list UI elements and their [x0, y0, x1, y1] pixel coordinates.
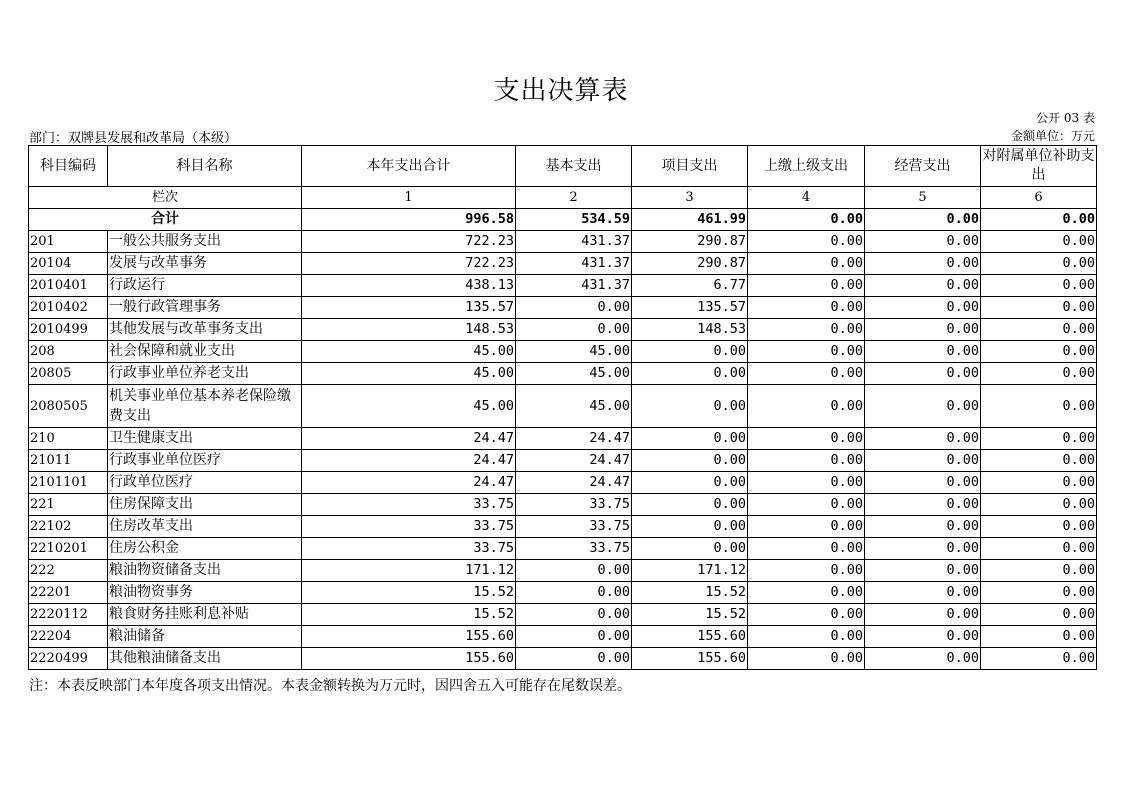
table-row: [29, 275, 1097, 297]
cell-total: 15.52: [302, 582, 516, 604]
cell-total: 135.57: [302, 297, 516, 319]
cell-total: 155.60: [302, 626, 516, 648]
cell-subsidy: 0.00: [981, 582, 1097, 604]
form-number: 公开 03 表: [1036, 111, 1095, 125]
department-label: 部门：双牌县发展和改革局（本级）: [29, 131, 238, 146]
cell-name: 卫生健康支出: [108, 428, 302, 450]
unit-label: 金额单位：万元: [1010, 129, 1095, 143]
cell-project: 0.00: [632, 538, 748, 560]
cell-name: 行政单位医疗: [108, 472, 302, 494]
cell-basic: 431.37: [516, 253, 632, 275]
cell-code: 2220499: [29, 648, 108, 670]
cell-business: 0.00: [865, 319, 981, 341]
cell-subsidy: 0.00: [981, 297, 1097, 319]
cell-superior: 0.00: [748, 604, 865, 626]
total-basic: 534.59: [516, 209, 632, 231]
cell-project: 290.87: [632, 231, 748, 253]
cell-total: 722.23: [302, 253, 516, 275]
cell-superior: 0.00: [748, 582, 865, 604]
cell-code: 210: [29, 428, 108, 450]
cell-project: 0.00: [632, 341, 748, 363]
cell-code: 20104: [29, 253, 108, 275]
table-row: [29, 253, 1097, 275]
cell-business: 0.00: [865, 538, 981, 560]
cell-total: 33.75: [302, 538, 516, 560]
cell-code: 22201: [29, 582, 108, 604]
cell-superior: 0.00: [748, 275, 865, 297]
total-superior: 0.00: [748, 209, 865, 231]
cell-project: 15.52: [632, 604, 748, 626]
table-row: [29, 319, 1097, 341]
cell-subsidy: 0.00: [981, 516, 1097, 538]
cell-subsidy: 0.00: [981, 560, 1097, 582]
cell-total: 155.60: [302, 648, 516, 670]
cell-superior: 0.00: [748, 516, 865, 538]
page-title: 支出决算表: [493, 76, 629, 106]
cell-subsidy: 0.00: [981, 538, 1097, 560]
cell-business: 0.00: [865, 450, 981, 472]
cell-code: 20805: [29, 363, 108, 385]
index-row: [29, 187, 1097, 209]
cell-name: 其他发展与改革事务支出: [108, 319, 302, 341]
table-row: [29, 538, 1097, 560]
cell-code: 222: [29, 560, 108, 582]
cell-superior: 0.00: [748, 494, 865, 516]
table-row: [29, 363, 1097, 385]
cell-superior: 0.00: [748, 385, 865, 428]
cell-name: 行政运行: [108, 275, 302, 297]
cell-code: 21011: [29, 450, 108, 472]
cell-project: 0.00: [632, 494, 748, 516]
cell-project: 290.87: [632, 253, 748, 275]
cell-business: 0.00: [865, 648, 981, 670]
table-row: [29, 626, 1097, 648]
table-row: [29, 648, 1097, 670]
cell-basic: 33.75: [516, 494, 632, 516]
cell-code: 22204: [29, 626, 108, 648]
table-row: [29, 604, 1097, 626]
cell-total: 171.12: [302, 560, 516, 582]
expenditure-table: [28, 145, 1097, 670]
cell-subsidy: 0.00: [981, 253, 1097, 275]
table-row: [29, 472, 1097, 494]
total-subsidy: 0.00: [981, 209, 1097, 231]
cell-project: 155.60: [632, 648, 748, 670]
cell-business: 0.00: [865, 253, 981, 275]
cell-basic: 33.75: [516, 516, 632, 538]
index-5: 5: [865, 187, 981, 209]
cell-business: 0.00: [865, 428, 981, 450]
cell-subsidy: 0.00: [981, 231, 1097, 253]
table-row: [29, 516, 1097, 538]
cell-superior: 0.00: [748, 648, 865, 670]
cell-code: 2010401: [29, 275, 108, 297]
cell-superior: 0.00: [748, 231, 865, 253]
header-name: 科目名称: [108, 146, 302, 187]
cell-total: 33.75: [302, 516, 516, 538]
index-1: 1: [302, 187, 516, 209]
cell-code: 22102: [29, 516, 108, 538]
cell-name: 发展与改革事务: [108, 253, 302, 275]
index-4: 4: [748, 187, 865, 209]
cell-total: 438.13: [302, 275, 516, 297]
cell-name: 粮油物资储备支出: [108, 560, 302, 582]
cell-subsidy: 0.00: [981, 428, 1097, 450]
cell-name: 一般公共服务支出: [108, 231, 302, 253]
index-2: 2: [516, 187, 632, 209]
cell-total: 45.00: [302, 341, 516, 363]
cell-subsidy: 0.00: [981, 341, 1097, 363]
cell-subsidy: 0.00: [981, 626, 1097, 648]
cell-code: 221: [29, 494, 108, 516]
cell-name: 行政事业单位养老支出: [108, 363, 302, 385]
cell-code: 2101101: [29, 472, 108, 494]
cell-basic: 24.47: [516, 472, 632, 494]
cell-code: 208: [29, 341, 108, 363]
cell-name: 粮油储备: [108, 626, 302, 648]
cell-basic: 0.00: [516, 297, 632, 319]
cell-basic: 431.37: [516, 275, 632, 297]
cell-code: 2210201: [29, 538, 108, 560]
cell-name: 机关事业单位基本养老保险缴费支出: [108, 385, 302, 428]
cell-subsidy: 0.00: [981, 450, 1097, 472]
total-project: 461.99: [632, 209, 748, 231]
header-basic: 基本支出: [516, 146, 632, 187]
cell-basic: 45.00: [516, 341, 632, 363]
cell-code: 2080505: [29, 385, 108, 428]
cell-project: 0.00: [632, 472, 748, 494]
cell-project: 0.00: [632, 450, 748, 472]
cell-business: 0.00: [865, 560, 981, 582]
table-row: [29, 428, 1097, 450]
cell-basic: 33.75: [516, 538, 632, 560]
cell-name: 住房公积金: [108, 538, 302, 560]
cell-project: 148.53: [632, 319, 748, 341]
header-row: [29, 146, 1097, 187]
cell-name: 粮油物资事务: [108, 582, 302, 604]
total-amount: 996.58: [302, 209, 516, 231]
cell-superior: 0.00: [748, 341, 865, 363]
cell-total: 45.00: [302, 385, 516, 428]
cell-subsidy: 0.00: [981, 472, 1097, 494]
total-row: [29, 209, 1097, 231]
table-row: [29, 385, 1097, 428]
cell-name: 粮食财务挂账利息补贴: [108, 604, 302, 626]
cell-business: 0.00: [865, 275, 981, 297]
table-row: [29, 450, 1097, 472]
cell-name: 住房改革支出: [108, 516, 302, 538]
table-row: [29, 341, 1097, 363]
cell-total: 722.23: [302, 231, 516, 253]
cell-superior: 0.00: [748, 560, 865, 582]
cell-business: 0.00: [865, 582, 981, 604]
cell-basic: 24.47: [516, 428, 632, 450]
cell-superior: 0.00: [748, 538, 865, 560]
cell-basic: 0.00: [516, 582, 632, 604]
table-row: [29, 231, 1097, 253]
cell-total: 24.47: [302, 428, 516, 450]
cell-business: 0.00: [865, 363, 981, 385]
cell-basic: 0.00: [516, 648, 632, 670]
cell-basic: 45.00: [516, 385, 632, 428]
cell-basic: 0.00: [516, 319, 632, 341]
cell-project: 135.57: [632, 297, 748, 319]
cell-name: 住房保障支出: [108, 494, 302, 516]
table-row: [29, 582, 1097, 604]
table-row: [29, 494, 1097, 516]
cell-subsidy: 0.00: [981, 648, 1097, 670]
table-row: [29, 297, 1097, 319]
cell-basic: 45.00: [516, 363, 632, 385]
cell-code: 201: [29, 231, 108, 253]
header-total: 本年支出合计: [302, 146, 516, 187]
cell-project: 0.00: [632, 363, 748, 385]
cell-superior: 0.00: [748, 428, 865, 450]
header-code: 科目编码: [29, 146, 108, 187]
cell-business: 0.00: [865, 231, 981, 253]
header-project: 项目支出: [632, 146, 748, 187]
cell-name: 其他粮油储备支出: [108, 648, 302, 670]
footnote: 注：本表反映部门本年度各项支出情况。本表金额转换为万元时，因四舍五入可能存在尾数误差。: [29, 678, 631, 694]
cell-subsidy: 0.00: [981, 494, 1097, 516]
cell-name: 行政事业单位医疗: [108, 450, 302, 472]
cell-name: 社会保障和就业支出: [108, 341, 302, 363]
cell-total: 33.75: [302, 494, 516, 516]
cell-total: 148.53: [302, 319, 516, 341]
index-6: 6: [981, 187, 1097, 209]
cell-basic: 0.00: [516, 604, 632, 626]
cell-total: 15.52: [302, 604, 516, 626]
cell-project: 155.60: [632, 626, 748, 648]
cell-business: 0.00: [865, 516, 981, 538]
cell-project: 0.00: [632, 385, 748, 428]
cell-project: 15.52: [632, 582, 748, 604]
cell-subsidy: 0.00: [981, 385, 1097, 428]
cell-basic: 0.00: [516, 626, 632, 648]
cell-business: 0.00: [865, 626, 981, 648]
cell-business: 0.00: [865, 604, 981, 626]
cell-total: 45.00: [302, 363, 516, 385]
cell-total: 24.47: [302, 450, 516, 472]
cell-subsidy: 0.00: [981, 363, 1097, 385]
total-label: 合计: [29, 209, 302, 231]
table-row: [29, 560, 1097, 582]
total-business: 0.00: [865, 209, 981, 231]
cell-project: 6.77: [632, 275, 748, 297]
cell-project: 171.12: [632, 560, 748, 582]
cell-project: 0.00: [632, 516, 748, 538]
cell-superior: 0.00: [748, 297, 865, 319]
cell-code: 2010499: [29, 319, 108, 341]
cell-business: 0.00: [865, 385, 981, 428]
cell-superior: 0.00: [748, 363, 865, 385]
cell-superior: 0.00: [748, 450, 865, 472]
cell-code: 2220112: [29, 604, 108, 626]
cell-superior: 0.00: [748, 319, 865, 341]
cell-superior: 0.00: [748, 472, 865, 494]
cell-total: 24.47: [302, 472, 516, 494]
cell-business: 0.00: [865, 494, 981, 516]
cell-business: 0.00: [865, 472, 981, 494]
cell-superior: 0.00: [748, 253, 865, 275]
cell-project: 0.00: [632, 428, 748, 450]
cell-basic: 0.00: [516, 560, 632, 582]
cell-basic: 24.47: [516, 450, 632, 472]
index-label: 栏次: [29, 187, 302, 209]
cell-business: 0.00: [865, 341, 981, 363]
cell-basic: 431.37: [516, 231, 632, 253]
cell-superior: 0.00: [748, 626, 865, 648]
header-business: 经营支出: [865, 146, 981, 187]
cell-subsidy: 0.00: [981, 319, 1097, 341]
cell-code: 2010402: [29, 297, 108, 319]
header-superior: 上缴上级支出: [748, 146, 865, 187]
index-3: 3: [632, 187, 748, 209]
header-subsidy: 对附属单位补助支出: [981, 146, 1097, 187]
cell-subsidy: 0.00: [981, 275, 1097, 297]
cell-business: 0.00: [865, 297, 981, 319]
cell-subsidy: 0.00: [981, 604, 1097, 626]
cell-name: 一般行政管理事务: [108, 297, 302, 319]
